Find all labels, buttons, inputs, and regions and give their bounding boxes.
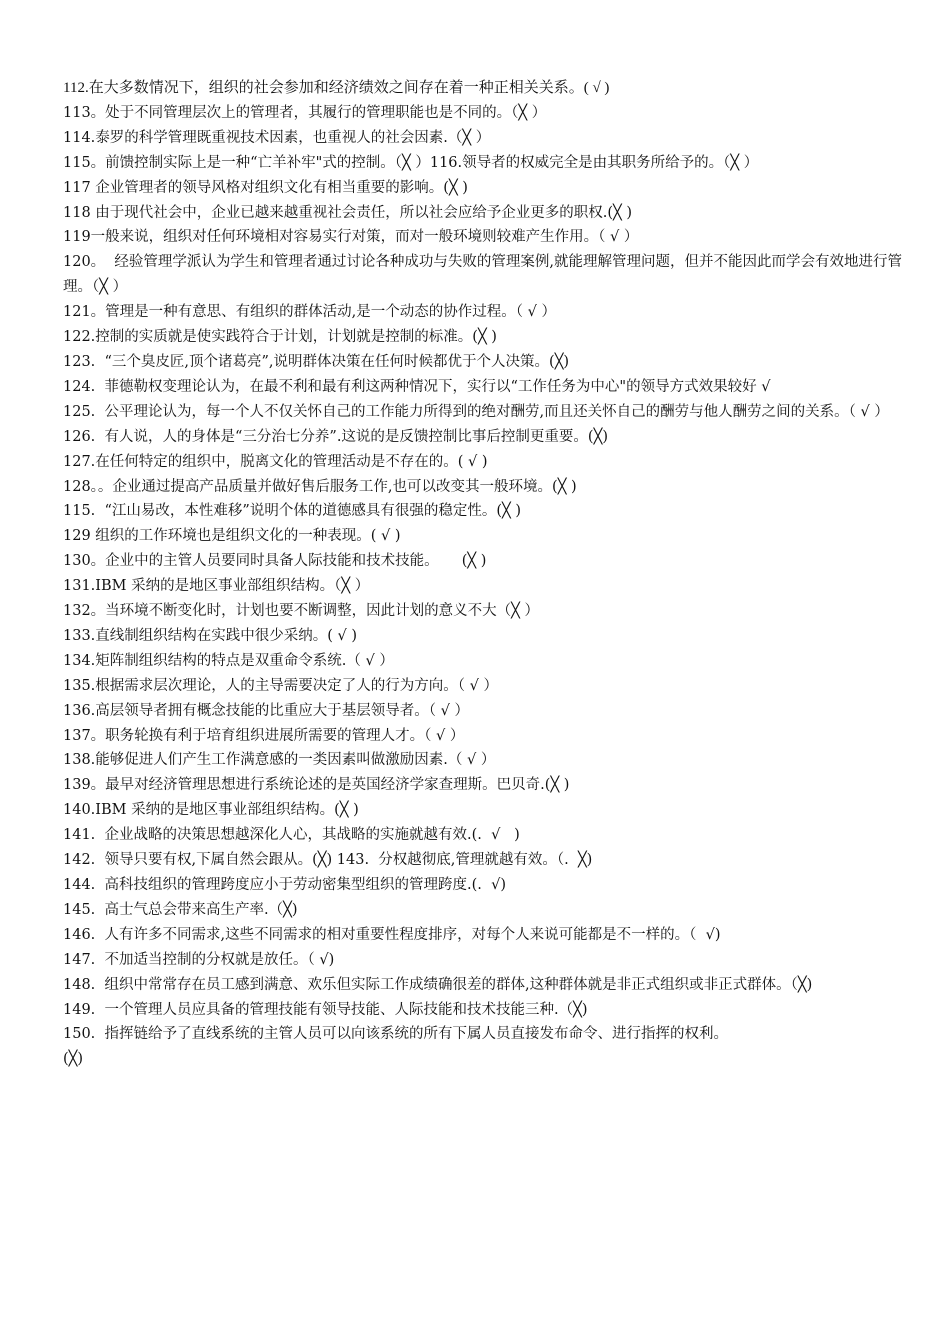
- statement-120: 120。 经验管理学派认为学生和管理者通过讨论各种成功与失败的管理案例,就能理解管理问题，但并不能因此而学会有效地进行管理。（╳ ）: [63, 254, 902, 296]
- statement-115b: 115. “江山易改，本性难移”说明个体的道德感具有很强的稳定性。(╳ ): [63, 503, 521, 520]
- statement-128: 128。。企业通过提高产品质量并做好售后服务工作,也可以改变其一般环境。(╳ ): [63, 478, 577, 495]
- statement-150: 150. 指挥链给予了直线系统的主管人员可以向该系统的所有下属人员直接发布命令、进行指挥的权利。: [63, 1026, 728, 1043]
- statement-132: 132。当环境不断变化时，计划也要不断调整，因此计划的意义不大（╳ ）: [63, 603, 540, 620]
- statement-119: 119一般来说，组织对任何环境相对容易实行对策，而对一般环境则较难产生作用。（ √ ）: [63, 229, 639, 246]
- statement-134: 134.矩阵制组织结构的特点是双重命令系统.（ √ ）: [63, 652, 394, 669]
- statement-140: 140.IBM 采纳的是地区事业部组织结构。(╳ ): [63, 802, 359, 819]
- statement-131: 131.IBM 采纳的是地区事业部组织结构。（╳ ）: [63, 578, 370, 595]
- statement-114: 114.泰罗的科学管理既重视技术因素，也重视人的社会因素.（╳ ）: [63, 129, 491, 146]
- statement-148: 148. 组织中常常存在员工感到满意、欢乐但实际工作成绩确很差的群体,这种群体就是非正式组织或非正式群体。（╳): [63, 976, 813, 993]
- statement-130: 130。企业中的主管人员要同时具备人际技能和技术技能。 (╳ ): [63, 553, 487, 570]
- statement-118: 118 由于现代社会中，企业已越来越重视社会责任，所以社会应给予企业更多的职权.(╳ ): [63, 204, 633, 221]
- statement-124: 124. 菲德勒权变理论认为，在最不利和最有利这两种情况下，实行以“工作任务为中心"的领导方式效果较好 √: [63, 378, 771, 395]
- statement-135: 135.根据需求层次理论，人的主导需要决定了人的行为方向。（ √ ）: [63, 677, 498, 694]
- statement-126: 126. 有人说，人的身体是“三分治七分养”.这说的是反馈控制比事后控制更重要。(╳): [63, 428, 608, 445]
- statement-142-143: 142. 领导只要有权,下属自然会跟从。(╳) 143. 分权越彻底,管理就越有效。（. ╳): [63, 852, 593, 869]
- statement-139: 139。最早对经济管理思想进行系统论述的是英国经济学家查理斯。巴贝奇.(╳ ): [63, 777, 570, 794]
- statement-136: 136.高层领导者拥有概念技能的比重应大于基层领导者。（ √ ）: [63, 702, 469, 719]
- statement-141: 141. 企业战略的决策思想越深化人心，其战略的实施就越有效.(. √ ): [63, 827, 520, 844]
- statement-150-answer: (╳): [63, 1051, 84, 1068]
- statement-146: 146. 人有许多不同需求,这些不同需求的相对重要性程度排序，对每个人来说可能都是不一样的。（ √): [63, 926, 721, 943]
- statement-127: 127.在任何特定的组织中，脱离文化的管理活动是不存在的。( √ ): [63, 453, 488, 470]
- statement-112: 112.在大多数情况下，组织的社会参加和经济绩效之间存在着一种正相关关系。( √ ): [63, 80, 610, 96]
- statement-137: 137。职务轮换有利于培育组织进展所需要的管理人才。（ √ ）: [63, 727, 465, 744]
- statement-113: 113。处于不同管理层次上的管理者，其履行的管理职能也是不同的。（╳ ）: [63, 104, 547, 121]
- statement-145: 145. 高士气总会带来高生产率.（╳): [63, 901, 298, 918]
- statement-133: 133.直线制组织结构在实践中很少采纳。( √ ): [63, 627, 358, 644]
- statement-117: 117 企业管理者的领导风格对组织文化有相当重要的影响。(╳ ): [63, 179, 468, 196]
- statement-149: 149. 一个管理人员应具备的管理技能有领导技能、人际技能和技术技能三种.（╳): [63, 1001, 588, 1018]
- statement-144: 144. 高科技组织的管理跨度应小于劳动密集型组织的管理跨度.(. √): [63, 877, 506, 893]
- statement-125: 125. 公平理论认为，每一个人不仅关怀自己的工作能力所得到的绝对酬劳,而且还关怀自己的酬劳与他人酬劳之间的关系。（ √ ）: [63, 403, 889, 420]
- document-body: [63, 76, 913, 1072]
- statement-122: 122.控制的实质就是使实践符合于计划，计划就是控制的标准。(╳ ): [63, 329, 497, 346]
- statement-115-116: 115。前馈控制实际上是一种“亡羊补牢"式的控制。（╳ ）116.领导者的权威完全是由其职务所给予的。（╳ ）: [63, 154, 759, 171]
- statement-121: 121。管理是一种有意思、有组织的群体活动,是一个动态的协作过程。（ √ ）: [63, 304, 556, 321]
- statement-138: 138.能够促进人们产生工作满意感的一类因素叫做激励因素.（ √ ）: [63, 752, 496, 769]
- statement-147: 147. 不加适当控制的分权就是放任。（ √): [63, 951, 335, 968]
- statement-123: 123. “三个臭皮匠,顶个诸葛亮”,说明群体决策在任何时候都优于个人决策。(╳): [63, 353, 570, 370]
- statement-129: 129 组织的工作环境也是组织文化的一种表现。( √ ): [63, 528, 401, 545]
